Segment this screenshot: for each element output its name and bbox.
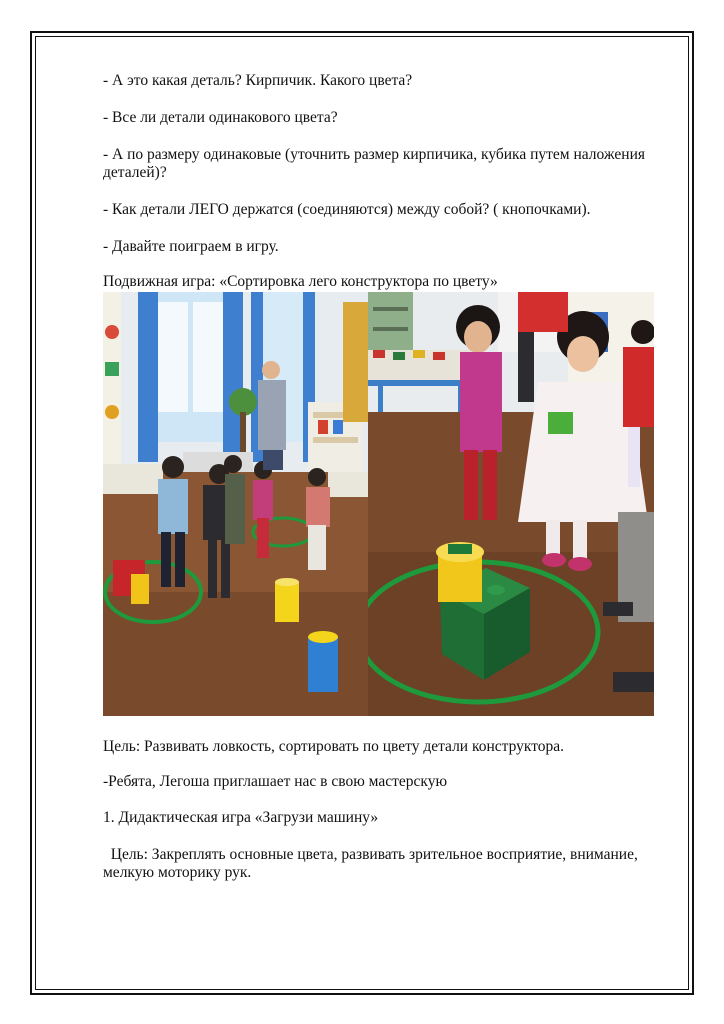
question-how-connect: - Как детали ЛЕГО держатся (соединяются) между собой? ( кнопочками). xyxy=(103,201,591,218)
didactic-game-goal: Цель: Закреплять основные цвета, развивать зрительное восприятие, внимание, мелкую моторику рук. xyxy=(103,846,642,881)
didactic-game-title: 1. Дидактическая игра «Загрузи машину» xyxy=(103,809,379,826)
outdoor-game-title: Подвижная игра: «Сортировка лего конструктора по цвету» xyxy=(103,273,498,290)
photo-collage xyxy=(103,292,654,716)
invitation-line: -Ребята, Легоша приглашает нас в свою мастерскую xyxy=(103,773,448,790)
question-same-size: - А по размеру одинаковые (уточнить размер кирпичика, кубика путем наложения деталей)? xyxy=(103,146,646,181)
goal-line: Цель: Развивать ловкость, сортировать по цвету детали конструктора. xyxy=(103,738,565,755)
classroom-photo xyxy=(103,292,368,716)
question-same-color: - Все ли детали одинакового цвета? xyxy=(103,109,338,126)
question-brick-color: - А это какая деталь? Кирпичик. Какого цвета? xyxy=(103,72,413,89)
sorting-game-photo xyxy=(368,292,654,716)
lets-play-line: - Давайте поиграем в игру. xyxy=(103,238,279,255)
